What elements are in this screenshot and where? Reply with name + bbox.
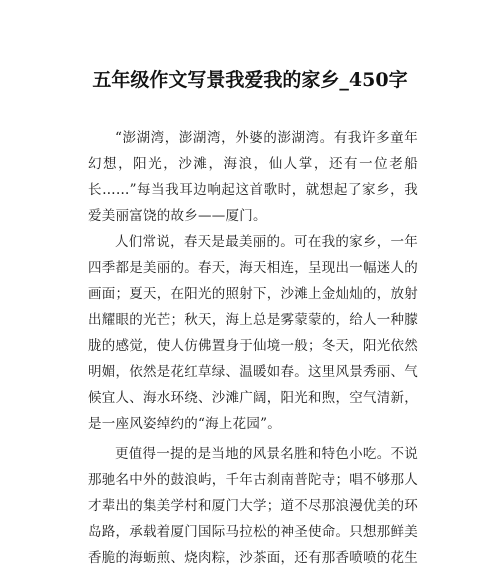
paragraph-2-line-1: 人们常说，春天是最美丽的。可在我的家乡，一年	[115, 234, 418, 250]
paragraph-1-line-4: 爱美丽富饶的故乡——厦门。	[88, 208, 267, 224]
paragraph-3-line-2: 那驰名中外的鼓浪屿，千年古刹南普陀寺；唱不够那人	[88, 472, 418, 488]
document-title: 五年级作文写景我爱我的家乡_450字	[92, 69, 408, 91]
paragraph-2-line-4: 出耀眼的光芒；秋天，海上总是雾蒙蒙的，给人一种朦	[88, 312, 418, 328]
paragraph-1-line-3: 长……”每当我耳边响起这首歌时，就想起了家乡，我	[88, 182, 418, 198]
paragraph-2-line-3: 画面；夏天，在阳光的照射下，沙滩上金灿灿的，放射	[88, 286, 418, 302]
paragraph-2-line-6: 明媚，依然是花红草绿、温暖如春。这里风景秀丽、气	[88, 364, 418, 380]
paragraph-3-line-4: 岛路，承载着厦门国际马拉松的神圣使命。只想那鲜美	[88, 524, 418, 540]
paragraph-1-line-2: 幻想，阳光，沙滩，海浪，仙人掌，还有一位老船	[88, 156, 418, 172]
paragraph-2-line-5: 胧的感觉，使人仿佛置身于仙境一般；冬天，阳光依然	[88, 338, 418, 354]
paragraph-3-line-5: 香脆的海蛎煎、烧肉粽，沙茶面，还有那香喷喷的花生	[88, 550, 418, 566]
paragraph-3-line-1: 更值得一提的是当地的风景名胜和特色小吃。不说	[115, 446, 418, 462]
paragraph-2-line-2: 四季都是美丽的。春天，海天相连，呈现出一幅迷人的	[88, 260, 418, 276]
paragraph-2-line-8: 是一座风姿绰约的“海上花园”。	[88, 416, 282, 432]
paragraph-3-line-3: 才辈出的集美学村和厦门大学；道不尽那浪漫优美的环	[88, 498, 418, 514]
paragraph-2-line-7: 候宜人、海水环绕、沙滩广阔，阳光和煦，空气清新，	[88, 390, 418, 406]
paragraph-1-line-1: “澎湖湾，澎湖湾，外婆的澎湖湾。有我许多童年	[115, 130, 418, 146]
